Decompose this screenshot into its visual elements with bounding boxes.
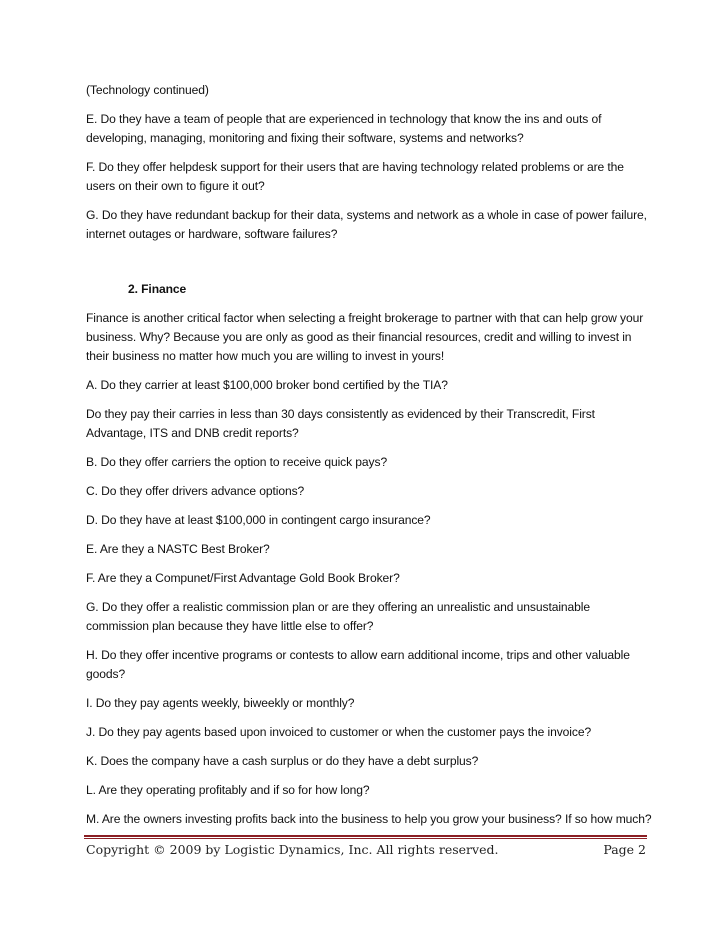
finance-intro: Finance is another critical factor when selecting a freight brokerage to partner with that can help grow your business. Why? Because you are only as good as their financial resources, credit and willing to invest in their business no matter how much you are willing to invest in yours! xyxy=(86,311,644,363)
finance-question-a: A. Do they carrier at least $100,000 broker bond certified by the TIA? xyxy=(86,378,448,392)
footer-divider-thin xyxy=(84,838,647,839)
finance-question-b: B. Do they offer carriers the option to receive quick pays? xyxy=(86,455,388,469)
document-body xyxy=(86,81,656,839)
finance-question-h: H. Do they offer incentive programs or contests to allow earn additional income, trips and other valuable goods? xyxy=(86,648,630,681)
finance-question-j: J. Do they pay agents based upon invoiced to customer or when the customer pays the invoice? xyxy=(86,725,592,739)
finance-question-f: F. Are they a Compunet/First Advantage Gold Book Broker? xyxy=(86,571,400,585)
finance-question-k: K. Does the company have a cash surplus or do they have a debt surplus? xyxy=(86,754,479,768)
finance-question-i: I. Do they pay agents weekly, biweekly or monthly? xyxy=(86,696,355,710)
finance-question-d: D. Do they have at least $100,000 in contingent cargo insurance? xyxy=(86,513,431,527)
technology-question-e: E. Do they have a team of people that are experienced in technology that know the ins and outs of developing, managing, monitoring and fixing their software, systems and networks? xyxy=(86,112,602,145)
finance-heading: 2. Finance xyxy=(128,282,187,296)
page-number: Page 2 xyxy=(603,842,646,857)
copyright-text: Copyright © 2009 by Logistic Dynamics, Inc. All rights reserved. xyxy=(86,842,499,857)
technology-continued-header: (Technology continued) xyxy=(86,83,209,97)
finance-question-e: E. Are they a NASTC Best Broker? xyxy=(86,542,270,556)
finance-question-c: C. Do they offer drivers advance options? xyxy=(86,484,305,498)
technology-question-g: G. Do they have redundant backup for their data, systems and network as a whole in case of power failure, internet outages or hardware, software failures? xyxy=(86,208,647,241)
finance-question-g: G. Do they offer a realistic commission plan or are they offering an unrealistic and unsustainable commission plan because they have little else to offer? xyxy=(86,600,591,633)
technology-question-f: F. Do they offer helpdesk support for their users that are having technology related problems or are the users on their own to figure it out? xyxy=(86,160,624,193)
finance-question-carrier-pay: Do they pay their carries in less than 30 days consistently as evidenced by their Transcredit, First Advantage, ITS and DNB credit reports? xyxy=(86,407,595,440)
footer-divider-thick xyxy=(84,835,647,837)
finance-question-m: M. Are the owners investing profits back into the business to help you grow your business? If so how much? xyxy=(86,812,652,826)
finance-question-l: L. Are they operating profitably and if so for how long? xyxy=(86,783,370,797)
